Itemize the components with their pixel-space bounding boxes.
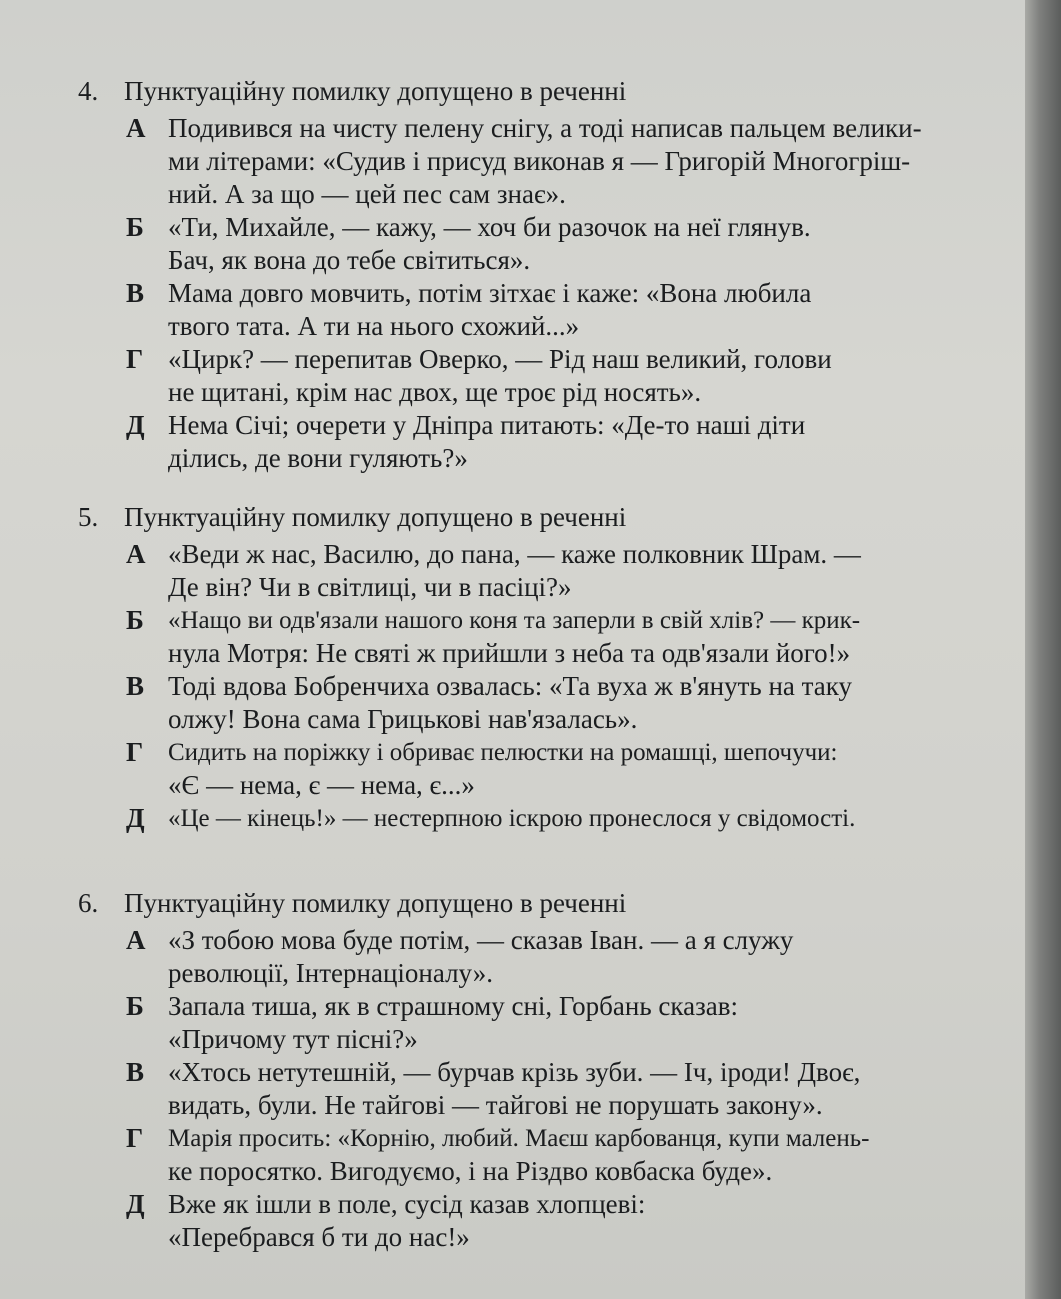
question-header bbox=[78, 74, 1008, 108]
option-letter: А bbox=[126, 113, 146, 143]
option-line: «Перебрався б ти до нас!» bbox=[168, 1222, 470, 1252]
option-line: Вже як ішли в поле, сусід казав хлопцеві: bbox=[168, 1189, 646, 1219]
option-line: «Хтось нетутешній, — бурчав крізь зуби. — Іч, іроди! Двоє, bbox=[168, 1057, 861, 1087]
question-prompt: Пунктуаційну помилку допущено в реченні bbox=[124, 888, 627, 918]
question-6 bbox=[78, 886, 1008, 1254]
option-h bbox=[78, 736, 1008, 802]
option-d bbox=[78, 802, 1008, 835]
option-line: твого тата. А ти на нього схожий...» bbox=[168, 311, 580, 341]
question-header bbox=[78, 886, 1008, 920]
option-line: «Цирк? — перепитав Оверко, — Рід наш великий, голови bbox=[168, 344, 832, 374]
option-letter: В bbox=[126, 1057, 145, 1087]
option-h bbox=[78, 343, 1008, 409]
option-line: ми літерами: «Судив і присуд виконав я — Григорій Многогріш- bbox=[168, 146, 911, 176]
option-line: Бач, як вона до тебе світиться». bbox=[168, 245, 531, 275]
option-line: ділись, де вони гуляють?» bbox=[168, 443, 468, 473]
option-a bbox=[78, 112, 1008, 211]
option-line: Подивився на чисту пелену снігу, а тоді написав пальцем велики- bbox=[168, 113, 922, 143]
option-line: видать, були. Не тайгові — тайгові не порушать закону». bbox=[168, 1090, 823, 1120]
option-line: «Є — нема, є — нема, є...» bbox=[168, 770, 475, 800]
option-letter: Д bbox=[126, 803, 145, 833]
option-line: не щитані, крім нас двох, ще троє рід носять». bbox=[168, 377, 702, 407]
option-letter: Г bbox=[126, 344, 144, 374]
question-prompt: Пунктуаційну помилку допущено в реченні bbox=[124, 502, 627, 532]
option-v bbox=[78, 670, 1008, 736]
option-letter: В bbox=[126, 671, 145, 701]
option-v bbox=[78, 1056, 1008, 1122]
question-5 bbox=[78, 500, 1008, 835]
option-line: революції, Інтернаціоналу». bbox=[168, 958, 493, 988]
question-4 bbox=[78, 74, 1008, 475]
option-line: «З тобою мова буде потім, — сказав Іван. — а я служу bbox=[168, 925, 794, 955]
option-letter: Г bbox=[126, 737, 144, 767]
option-letter: А bbox=[126, 925, 146, 955]
option-line: Нема Січі; очерети у Дніпра питають: «Де-то наші діти bbox=[168, 410, 806, 440]
option-line: «Це — кінець!» — нестерпною іскрою пронеслося у свідомості. bbox=[168, 805, 856, 832]
question-number: 6. bbox=[78, 888, 99, 918]
option-b bbox=[78, 990, 1008, 1056]
option-letter: Д bbox=[126, 410, 145, 440]
question-number: 5. bbox=[78, 502, 99, 532]
option-line: «Причому тут пісні?» bbox=[168, 1024, 418, 1054]
option-line: Сидить на поріжку і обриває пелюстки на ромашці, шепочучи: bbox=[168, 739, 838, 766]
option-line: Тоді вдова Бобренчиха озвалась: «Та вуха ж в'януть на таку bbox=[168, 671, 853, 701]
question-header bbox=[78, 500, 1008, 534]
option-line: Запала тиша, як в страшному сні, Горбань сказав: bbox=[168, 991, 738, 1021]
option-letter: Б bbox=[126, 212, 144, 242]
option-d bbox=[78, 409, 1008, 475]
option-line: «Ти, Михайле, — кажу, — хоч би разочок на неї глянув. bbox=[168, 212, 811, 242]
option-a bbox=[78, 538, 1008, 604]
option-letter: Г bbox=[126, 1123, 144, 1153]
option-letter: В bbox=[126, 278, 145, 308]
option-a bbox=[78, 924, 1008, 990]
option-b bbox=[78, 211, 1008, 277]
option-h bbox=[78, 1122, 1008, 1188]
option-letter: Б bbox=[126, 605, 144, 635]
option-line: ке поросятко. Вигодуємо, і на Різдво ковбаска буде». bbox=[168, 1156, 773, 1186]
option-line: ний. А за що — цей пес сам знає». bbox=[168, 179, 566, 209]
next-page-edge bbox=[1025, 0, 1061, 1299]
option-letter: А bbox=[126, 539, 146, 569]
option-line: «Веди ж нас, Василю, до пана, — каже полковник Шрам. — bbox=[168, 539, 861, 569]
question-prompt: Пунктуаційну помилку допущено в реченні bbox=[124, 76, 627, 106]
question-number: 4. bbox=[78, 76, 99, 106]
option-line: олжу! Вона сама Грицькові нав'язалась». bbox=[168, 704, 638, 734]
option-line: Де він? Чи в світлиці, чи в пасіці?» bbox=[168, 572, 572, 602]
option-line: Мама довго мовчить, потім зітхає і каже: «Вона любила bbox=[168, 278, 812, 308]
option-line: нула Мотря: Не святі ж прийшли з неба та одв'язали його!» bbox=[168, 638, 851, 668]
option-letter: Д bbox=[126, 1189, 145, 1219]
option-b bbox=[78, 604, 1008, 670]
option-v bbox=[78, 277, 1008, 343]
option-line: Марія просить: «Корнію, любий. Маєш карбованця, купи малень- bbox=[168, 1125, 870, 1152]
option-d bbox=[78, 1188, 1008, 1254]
option-line: «Нащо ви одв'язали нашого коня та заперли в свій хлів? — крик- bbox=[168, 607, 861, 634]
option-letter: Б bbox=[126, 991, 144, 1021]
